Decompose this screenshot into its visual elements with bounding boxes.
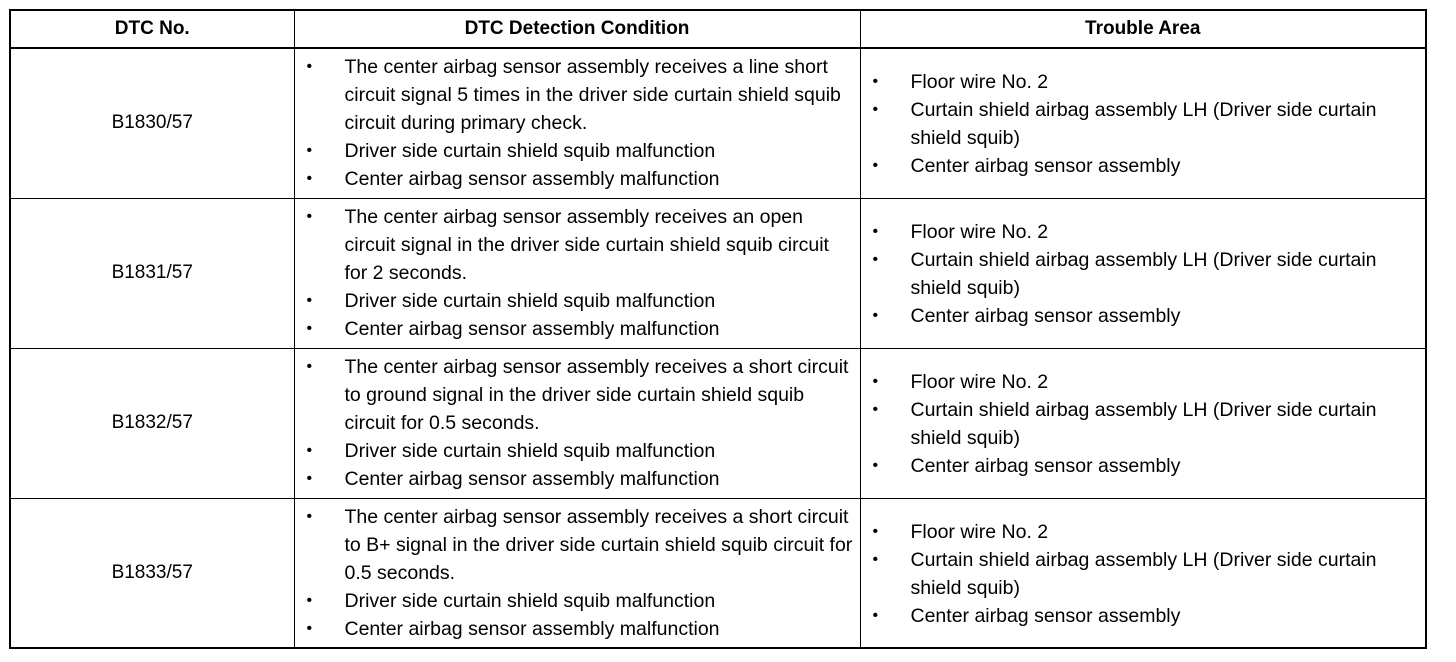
- header-dtc-no: DTC No.: [10, 10, 294, 48]
- detection-condition-cell: [294, 348, 860, 498]
- trouble-area-item: • Center airbag sensor assembly: [861, 152, 1426, 180]
- bullet-icon: •: [306, 358, 313, 375]
- trouble-area-item: • Floor wire No. 2: [861, 518, 1426, 546]
- detection-condition-cell: [294, 498, 860, 648]
- table-row: [10, 48, 1426, 198]
- detection-condition-cell: [294, 198, 860, 348]
- bullet-icon: •: [872, 606, 879, 624]
- bullet-icon: •: [306, 58, 313, 76]
- bullet-icon: •: [306, 470, 313, 487]
- trouble-area-item: • Center airbag sensor assembly: [861, 602, 1426, 630]
- bullet-icon: •: [306, 142, 313, 160]
- condition-item: • Driver side curtain shield squib malfunction: [295, 137, 860, 165]
- trouble-area-cell: [860, 198, 1426, 348]
- bullet-icon: •: [306, 292, 313, 309]
- condition-item: • Center airbag sensor assembly malfunction: [295, 315, 860, 343]
- trouble-area-item: • Floor wire No. 2: [861, 68, 1426, 96]
- condition-item: • The center airbag sensor assembly receives a short circuit to ground signal in the driver side curtain shield squib circuit for 0.5 seconds.: [295, 353, 860, 437]
- bullet-icon: •: [872, 522, 879, 540]
- trouble-area-item: • Floor wire No. 2: [861, 218, 1426, 246]
- bullet-icon: •: [872, 157, 879, 175]
- condition-item: • Driver side curtain shield squib malfunction: [295, 587, 860, 615]
- bullet-icon: •: [306, 442, 313, 459]
- dtc-table: [9, 9, 1427, 649]
- trouble-area-item: • Floor wire No. 2: [861, 368, 1426, 396]
- header-row: [10, 10, 1426, 48]
- bullet-icon: •: [306, 507, 313, 525]
- condition-item: • Center airbag sensor assembly malfunction: [295, 165, 860, 193]
- dtc-code: B1830/57: [10, 48, 294, 198]
- bullet-icon: •: [872, 251, 879, 268]
- condition-item: • The center airbag sensor assembly receives a short circuit to B+ signal in the driver side curtain shield squib circuit for 0.5 seconds.: [295, 503, 860, 587]
- trouble-area-cell: [860, 348, 1426, 498]
- trouble-area-item: • Curtain shield airbag assembly LH (Driver side curtain shield squib): [861, 96, 1426, 152]
- dtc-code: B1833/57: [10, 498, 294, 648]
- header-trouble-area: Trouble Area: [860, 10, 1426, 48]
- bullet-icon: •: [306, 591, 313, 609]
- bullet-icon: •: [872, 550, 879, 568]
- trouble-area-item: • Curtain shield airbag assembly LH (Driver side curtain shield squib): [861, 396, 1426, 452]
- bullet-icon: •: [872, 307, 879, 324]
- trouble-area-item: • Curtain shield airbag assembly LH (Driver side curtain shield squib): [861, 246, 1426, 302]
- dtc-code: B1832/57: [10, 348, 294, 498]
- bullet-icon: •: [872, 223, 879, 240]
- condition-item: • Center airbag sensor assembly malfunction: [295, 465, 860, 493]
- bullet-icon: •: [306, 320, 313, 337]
- trouble-area-item: • Center airbag sensor assembly: [861, 452, 1426, 480]
- header-detection-condition: DTC Detection Condition: [294, 10, 860, 48]
- dtc-code: B1831/57: [10, 198, 294, 348]
- bullet-icon: •: [306, 208, 313, 225]
- bullet-icon: •: [306, 619, 313, 637]
- bullet-icon: •: [872, 457, 879, 474]
- table-row: [10, 348, 1426, 498]
- condition-item: • Driver side curtain shield squib malfunction: [295, 287, 860, 315]
- condition-item: • Driver side curtain shield squib malfunction: [295, 437, 860, 465]
- condition-item: • The center airbag sensor assembly receives an open circuit signal in the driver side curtain shield squib circuit for 2 seconds.: [295, 203, 860, 287]
- detection-condition-cell: [294, 48, 860, 198]
- condition-item: • The center airbag sensor assembly receives a line short circuit signal 5 times in the driver side curtain shield squib circuit during primary check.: [295, 53, 860, 137]
- bullet-icon: •: [872, 101, 879, 119]
- condition-item: • Center airbag sensor assembly malfunction: [295, 615, 860, 643]
- trouble-area-cell: [860, 48, 1426, 198]
- trouble-area-item: • Curtain shield airbag assembly LH (Driver side curtain shield squib): [861, 546, 1426, 602]
- trouble-area-cell: [860, 498, 1426, 648]
- bullet-icon: •: [872, 73, 879, 91]
- bullet-icon: •: [872, 401, 879, 418]
- table-row: [10, 198, 1426, 348]
- trouble-area-item: • Center airbag sensor assembly: [861, 302, 1426, 330]
- bullet-icon: •: [872, 373, 879, 390]
- table-row: [10, 498, 1426, 648]
- bullet-icon: •: [306, 170, 313, 188]
